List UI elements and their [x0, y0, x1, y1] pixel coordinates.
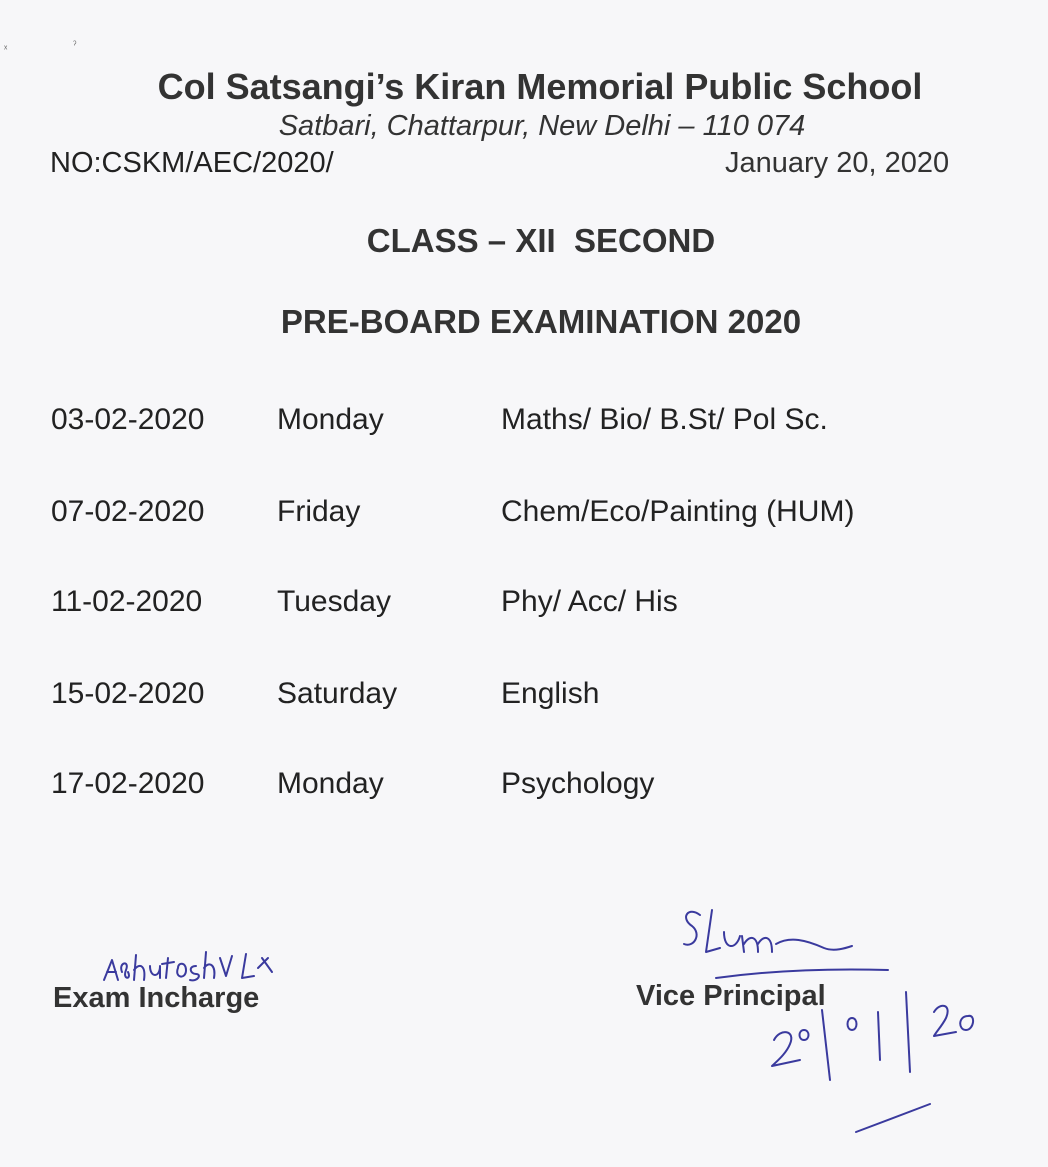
exam-day: Monday [277, 767, 384, 800]
scan-speck: ˀ [73, 40, 77, 51]
exam-subject: Chem/Eco/Painting (HUM) [501, 495, 855, 528]
exam-day: Monday [277, 403, 384, 436]
exam-title: PRE-BOARD EXAMINATION 2020 [280, 303, 802, 340]
exam-date: 07-02-2020 [51, 495, 205, 528]
exam-day: Tuesday [277, 585, 391, 618]
exam-date: 03-02-2020 [51, 403, 205, 436]
exam-incharge-signature [104, 952, 272, 980]
exam-subject: English [501, 677, 600, 710]
vice-principal-signature [684, 910, 852, 952]
exam-date: 17-02-2020 [51, 767, 205, 800]
scan-speck: ˣ [4, 44, 8, 55]
exam-date: 11-02-2020 [51, 585, 203, 618]
vice-principal-label: Vice Principal [636, 980, 826, 1012]
exam-subject: Psychology [501, 767, 655, 800]
exam-subject: Maths/ Bio/ B.St/ Pol Sc. [501, 403, 828, 436]
exam-date: 15-02-2020 [51, 677, 205, 710]
class-title: CLASS – XII SECOND [366, 222, 716, 259]
reference-number: NO:CSKM/AEC/2020/ [50, 147, 334, 179]
exam-subject: Phy/ Acc/ His [501, 585, 678, 618]
letter-date: January 20, 2020 [725, 147, 950, 179]
school-name: Col Satsangi’s Kiran Memorial Public School [157, 66, 923, 107]
exam-day: Friday [277, 495, 361, 528]
school-address: Satbari, Chattarpur, New Delhi – 110 074 [278, 110, 806, 142]
exam-day: Saturday [277, 677, 398, 710]
exam-incharge-label: Exam Incharge [53, 982, 260, 1014]
